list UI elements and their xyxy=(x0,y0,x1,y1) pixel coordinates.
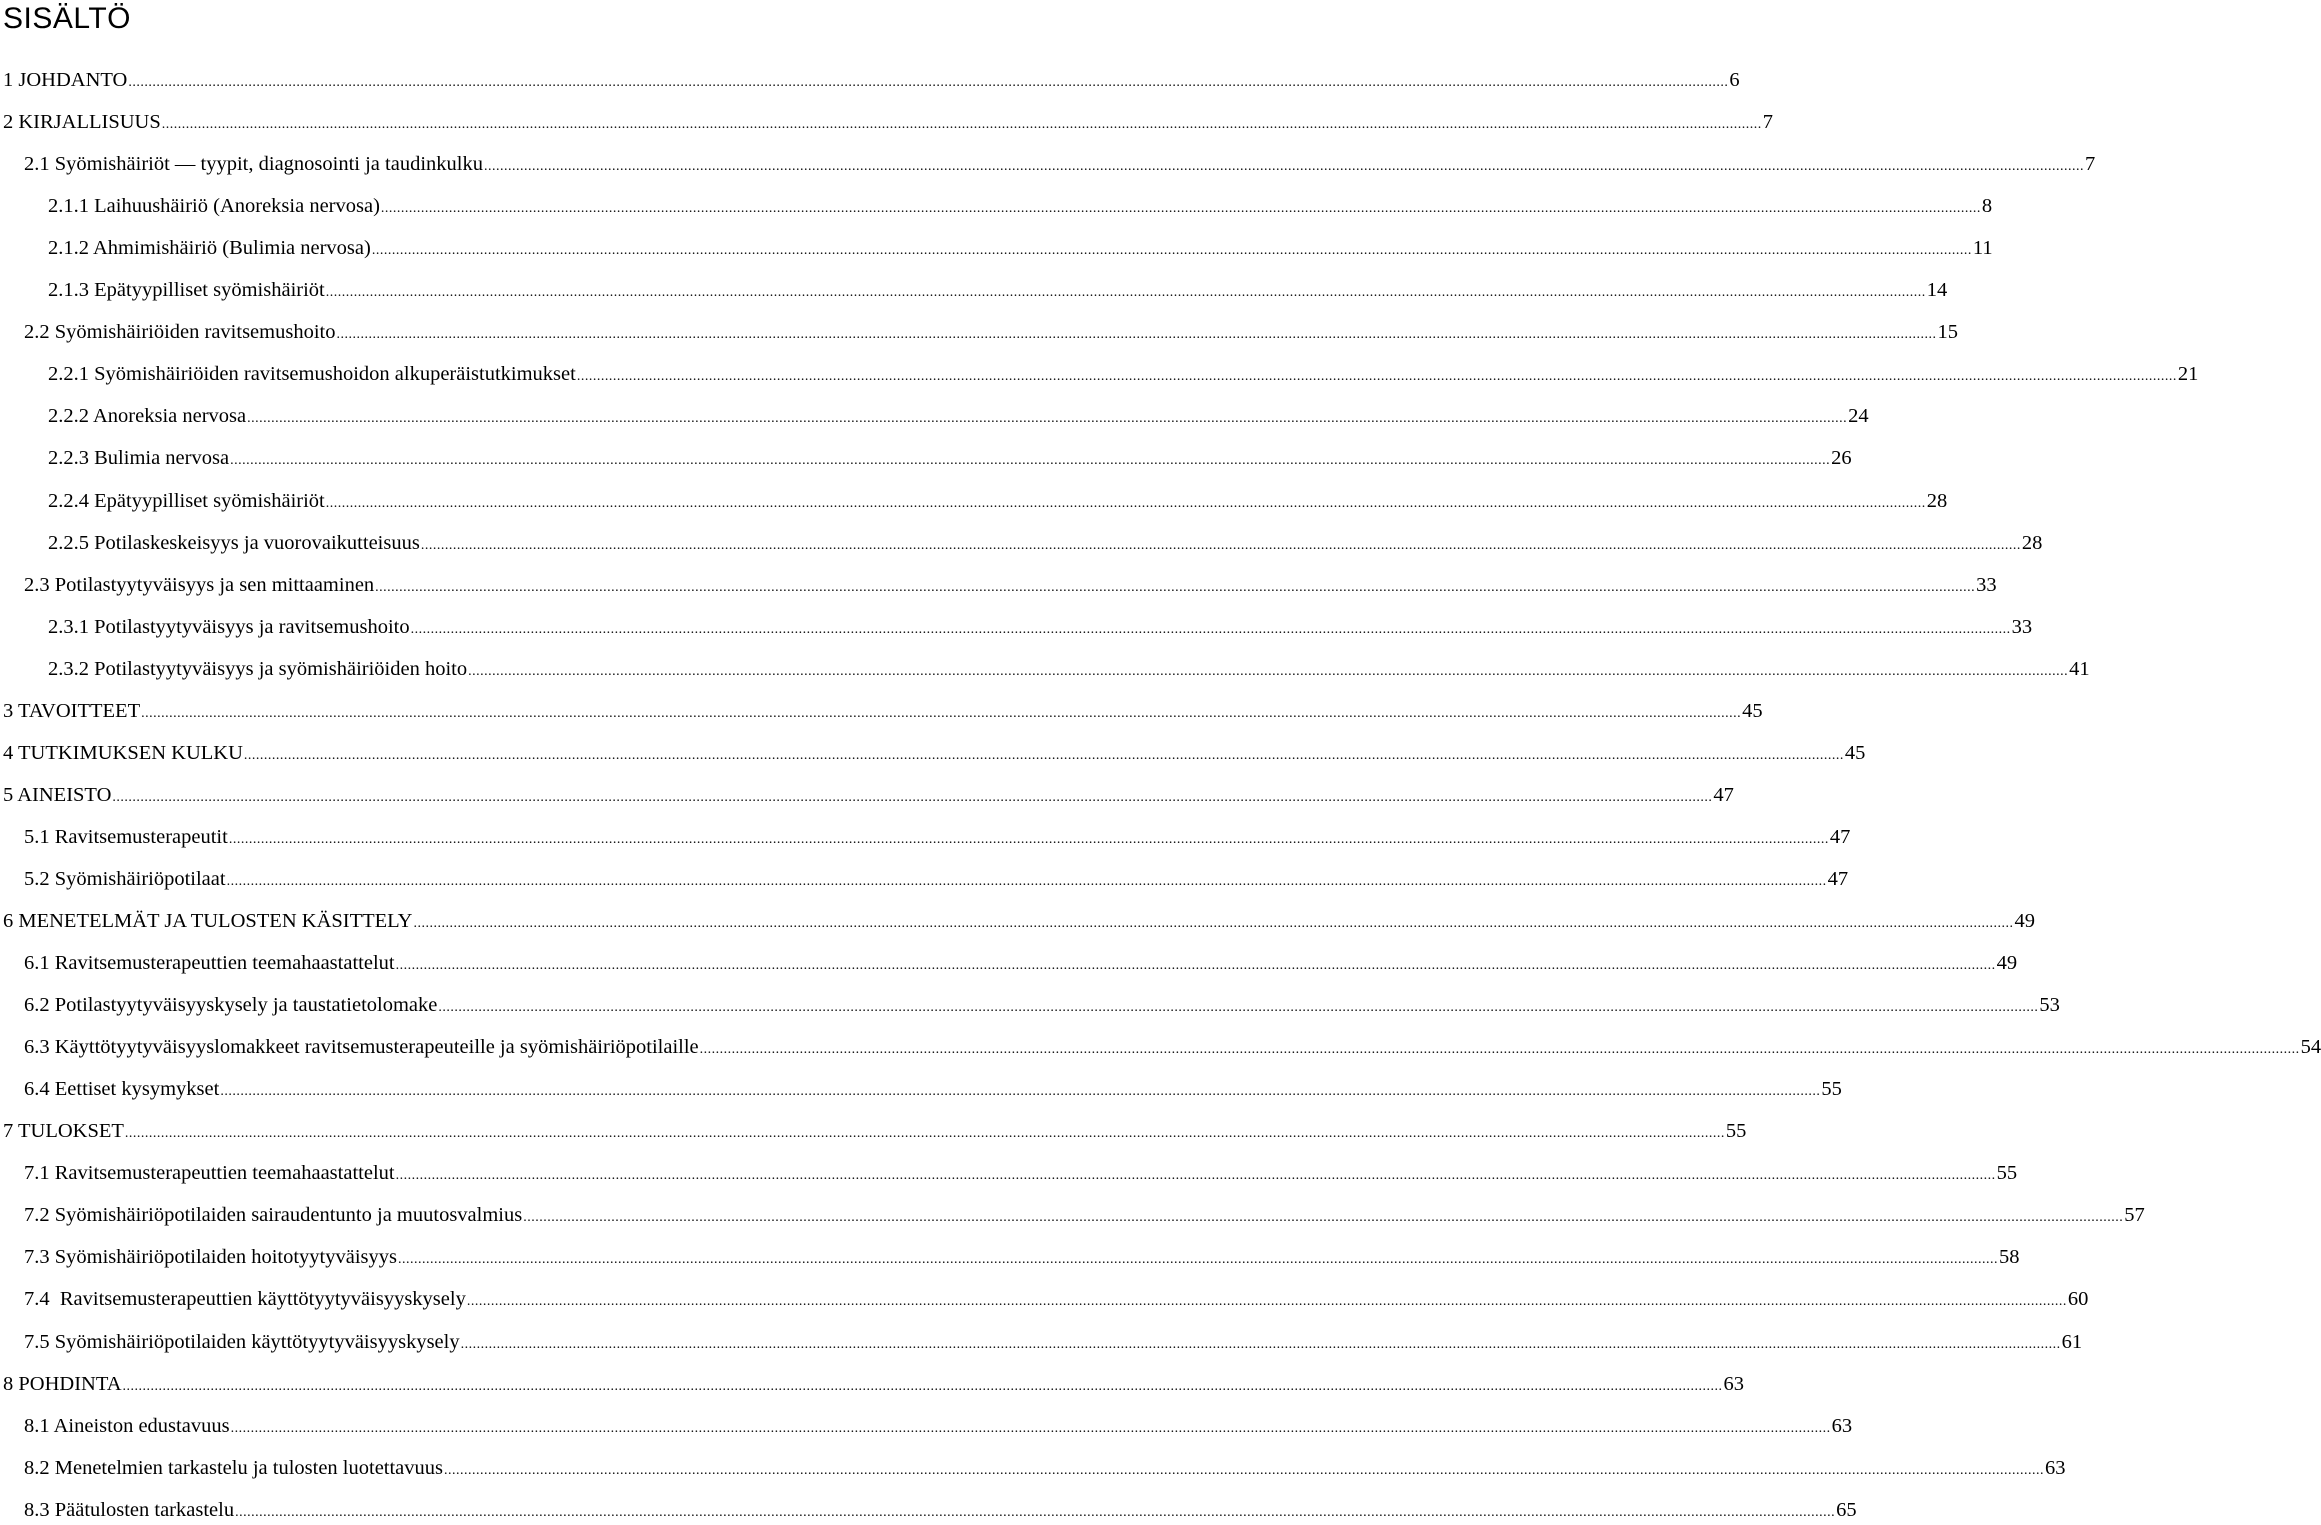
toc-dot-leader: ................................................................................................................................................................................................................................................................................................................................................................................................................ xyxy=(230,1421,1831,1436)
toc-entry[interactable] xyxy=(24,1414,1853,1438)
toc-page-number: 63 xyxy=(1723,1373,1745,1395)
toc-page-number: 55 xyxy=(1821,1078,1842,1100)
toc-entry[interactable] xyxy=(48,362,2199,386)
toc-page-number: 26 xyxy=(1831,447,1852,469)
toc-dot-leader: ................................................................................................................................................................................................................................................................................................................................................................................................................ xyxy=(420,538,2021,553)
toc-entry-label: 2.3.1 Potilastyytyväisyys ja ravitsemushoito xyxy=(48,616,410,638)
toc-entry[interactable] xyxy=(24,1077,1842,1101)
toc-dot-leader: ................................................................................................................................................................................................................................................................................................................................................................................................................ xyxy=(247,411,1848,426)
toc-page-number: 61 xyxy=(2061,1331,2083,1353)
toc-page-number: 47 xyxy=(1829,826,1851,848)
toc-page-number: 7 xyxy=(2084,153,2096,175)
toc-entry[interactable] xyxy=(24,1330,2083,1354)
toc-dot-leader: ................................................................................................................................................................................................................................................................................................................................................................................................................ xyxy=(460,1337,2061,1352)
toc-entry[interactable] xyxy=(3,699,1763,723)
toc-entry-label: 5.2 Syömishäiriöpotilaat xyxy=(24,868,226,890)
toc-entry[interactable] xyxy=(48,615,2033,639)
toc-entry-label: 2.2.3 Bulimia nervosa xyxy=(48,447,230,469)
toc-entry[interactable] xyxy=(24,867,1849,891)
toc-entry-label: 7.2 Syömishäiriöpotilaiden sairaudentunto ja muutosvalmius xyxy=(24,1204,523,1226)
toc-page-number: 33 xyxy=(2011,616,2033,638)
toc-page-number: 28 xyxy=(1926,490,1948,512)
toc-dot-leader: ................................................................................................................................................................................................................................................................................................................................................................................................................ xyxy=(444,1463,2045,1478)
toc-entry[interactable] xyxy=(48,236,1993,260)
toc-page-number: 21 xyxy=(2177,363,2199,385)
toc-entry[interactable] xyxy=(24,951,2018,975)
toc-dot-leader: ................................................................................................................................................................................................................................................................................................................................................................................................................ xyxy=(380,201,1981,216)
toc-entry-label: 5.1 Ravitsemusterapeutit xyxy=(24,826,228,848)
toc-entry[interactable] xyxy=(3,110,1773,134)
toc-dot-leader: ................................................................................................................................................................................................................................................................................................................................................................................................................ xyxy=(220,1084,1821,1099)
toc-dot-leader: ................................................................................................................................................................................................................................................................................................................................................................................................................ xyxy=(523,1210,2124,1225)
toc-page-number: 33 xyxy=(1976,574,1997,596)
toc-dot-leader: ................................................................................................................................................................................................................................................................................................................................................................................................................ xyxy=(468,664,2069,679)
toc-page-number: 41 xyxy=(2069,658,2090,680)
toc-dot-leader: ................................................................................................................................................................................................................................................................................................................................................................................................................ xyxy=(128,75,1729,90)
toc-entry-label: 6.3 Käyttötyytyväisyyslomakkeet ravitsemusterapeuteille ja syömishäiriöpotilaille xyxy=(24,1036,699,1058)
toc-page-number: 60 xyxy=(2067,1288,2089,1310)
toc-dot-leader: ................................................................................................................................................................................................................................................................................................................................................................................................................ xyxy=(235,1505,1836,1520)
toc-page-number: 45 xyxy=(1844,742,1866,764)
toc-entry[interactable] xyxy=(24,1203,2145,1227)
toc-dot-leader: ................................................................................................................................................................................................................................................................................................................................................................................................................ xyxy=(410,622,2011,637)
toc-page-number: 24 xyxy=(1848,405,1869,427)
toc-dot-leader: ................................................................................................................................................................................................................................................................................................................................................................................................................ xyxy=(325,285,1926,300)
toc-entry-label: 6.2 Potilastyytyväisyyskysely ja taustatietolomake xyxy=(24,994,438,1016)
toc-dot-leader: ................................................................................................................................................................................................................................................................................................................................................................................................................ xyxy=(699,1042,2300,1057)
toc-entry-label: 2.2.2 Anoreksia nervosa xyxy=(48,405,247,427)
toc-page-number: 63 xyxy=(1831,1415,1853,1437)
toc-entry[interactable] xyxy=(48,531,2043,555)
toc-page-number: 63 xyxy=(2045,1457,2066,1479)
toc-entry[interactable] xyxy=(24,1498,1857,1522)
page-title: SISÄLTÖ xyxy=(3,2,131,35)
toc-entry-label: 7.4 Ravitsemusterapeuttien käyttötyytyväisyyskysely xyxy=(24,1288,466,1310)
toc-dot-leader: ................................................................................................................................................................................................................................................................................................................................................................................................................ xyxy=(243,748,1844,763)
toc-entry[interactable] xyxy=(3,1119,1747,1143)
toc-entry-label: 6.1 Ravitsemusterapeuttien teemahaastattelut xyxy=(24,952,395,974)
toc-dot-leader: ................................................................................................................................................................................................................................................................................................................................................................................................................ xyxy=(226,874,1827,889)
toc-dot-leader: ................................................................................................................................................................................................................................................................................................................................................................................................................ xyxy=(336,327,1937,342)
toc-entry[interactable] xyxy=(24,1245,2020,1269)
toc-page-number: 49 xyxy=(2014,910,2035,932)
toc-entry-label: 8.1 Aineiston edustavuus xyxy=(24,1415,230,1437)
toc-dot-leader: ................................................................................................................................................................................................................................................................................................................................................................................................................ xyxy=(397,1252,1998,1267)
toc-page-number: 45 xyxy=(1742,700,1763,722)
toc-dot-leader: ................................................................................................................................................................................................................................................................................................................................................................................................................ xyxy=(161,117,1762,132)
toc-page-number: 6 xyxy=(1729,69,1740,91)
toc-page-number: 54 xyxy=(2300,1036,2321,1058)
toc-page-number: 55 xyxy=(1725,1120,1747,1142)
toc-entry-label: 7.3 Syömishäiriöpotilaiden hoitotyytyväisyys xyxy=(24,1246,397,1268)
toc-entry[interactable] xyxy=(24,993,2060,1017)
toc-dot-leader: ................................................................................................................................................................................................................................................................................................................................................................................................................ xyxy=(124,1126,1725,1141)
toc-dot-leader: ................................................................................................................................................................................................................................................................................................................................................................................................................ xyxy=(483,159,2084,174)
toc-page-number: 53 xyxy=(2039,994,2060,1016)
toc-entry-label: 8 POHDINTA xyxy=(3,1373,122,1395)
toc-entry-label: 2.1.2 Ahmimishäiriö (Bulimia nervosa) xyxy=(48,237,371,259)
toc-entry[interactable] xyxy=(3,909,2035,933)
toc-entry-label: 8.2 Menetelmien tarkastelu ja tulosten luotettavuus xyxy=(24,1457,444,1479)
toc-entry[interactable] xyxy=(48,404,1869,428)
toc-dot-leader: ................................................................................................................................................................................................................................................................................................................................................................................................................ xyxy=(395,958,1996,973)
toc-entry-label: 2.1.1 Laihuushäiriö (Anoreksia nervosa) xyxy=(48,195,380,217)
toc-entry-label: 1 JOHDANTO xyxy=(3,69,128,91)
toc-page-number: 14 xyxy=(1926,279,1948,301)
toc-entry[interactable] xyxy=(48,446,1852,470)
toc-page-number: 49 xyxy=(1996,952,2018,974)
toc-entry-label: 6.4 Eettiset kysymykset xyxy=(24,1078,220,1100)
toc-entry-label: 2 KIRJALLISUUS xyxy=(3,111,161,133)
toc-entry-label: 5 AINEISTO xyxy=(3,784,112,806)
toc-page-number: 57 xyxy=(2124,1204,2145,1226)
toc-entry[interactable] xyxy=(3,1372,1745,1396)
toc-page-number: 28 xyxy=(2021,532,2043,554)
toc-entry[interactable] xyxy=(24,1456,2066,1480)
toc-dot-leader: ................................................................................................................................................................................................................................................................................................................................................................................................................ xyxy=(395,1168,1996,1183)
toc-dot-leader: ................................................................................................................................................................................................................................................................................................................................................................................................................ xyxy=(325,496,1926,511)
toc-entry-label: 6 MENETELMÄT JA TULOSTEN KÄSITTELY xyxy=(3,910,413,932)
toc-entry[interactable] xyxy=(24,573,1997,597)
toc-entry-label: 7.5 Syömishäiriöpotilaiden käyttötyytyväisyyskysely xyxy=(24,1331,460,1353)
toc-dot-leader: ................................................................................................................................................................................................................................................................................................................................................................................................................ xyxy=(413,916,2014,931)
toc-dot-leader: ................................................................................................................................................................................................................................................................................................................................................................................................................ xyxy=(375,580,1976,595)
toc-entry-label: 2.2 Syömishäiriöiden ravitsemushoito xyxy=(24,321,336,343)
toc-entry-label: 7.1 Ravitsemusterapeuttien teemahaastattelut xyxy=(24,1162,395,1184)
toc-page-number: 65 xyxy=(1836,1499,1857,1521)
toc-page-number: 58 xyxy=(1998,1246,2020,1268)
toc-entry-label: 8.3 Päätulosten tarkastelu xyxy=(24,1499,235,1521)
toc-page-number: 55 xyxy=(1996,1162,2018,1184)
toc-entry[interactable] xyxy=(3,68,1740,92)
toc-page-number: 7 xyxy=(1762,111,1773,133)
toc-entry-label: 2.1.3 Epätyypilliset syömishäiriöt xyxy=(48,279,325,301)
toc-entry-label: 7 TULOKSET xyxy=(3,1120,124,1142)
toc-dot-leader: ................................................................................................................................................................................................................................................................................................................................................................................................................ xyxy=(438,1000,2039,1015)
toc-dot-leader: ................................................................................................................................................................................................................................................................................................................................................................................................................ xyxy=(122,1379,1723,1394)
toc-entry[interactable] xyxy=(24,152,2096,176)
toc-entry[interactable] xyxy=(24,825,1851,849)
toc-entry[interactable] xyxy=(3,741,1866,765)
toc-entry[interactable] xyxy=(48,194,1993,218)
toc-entry-label: 2.1 Syömishäiriöt — tyypit, diagnosointi ja taudinkulku xyxy=(24,153,483,175)
toc-entry[interactable] xyxy=(24,1287,2089,1311)
toc-page-number: 11 xyxy=(1972,237,1993,259)
toc-page-number: 8 xyxy=(1981,195,1993,217)
toc-entry[interactable] xyxy=(3,783,1734,807)
toc-dot-leader: ................................................................................................................................................................................................................................................................................................................................................................................................................ xyxy=(576,369,2177,384)
toc-entry-label: 2.2.1 Syömishäiriöiden ravitsemushoidon alkuperäistutkimukset xyxy=(48,363,576,385)
toc-page-number: 47 xyxy=(1713,784,1734,806)
toc-entry-label: 2.2.5 Potilaskeskeisyys ja vuorovaikutteisuus xyxy=(48,532,420,554)
toc-page-number: 47 xyxy=(1827,868,1849,890)
toc-entry[interactable] xyxy=(48,489,1948,513)
toc-page-number: 15 xyxy=(1937,321,1958,343)
toc-dot-leader: ................................................................................................................................................................................................................................................................................................................................................................................................................ xyxy=(230,453,1831,468)
toc-dot-leader: ................................................................................................................................................................................................................................................................................................................................................................................................................ xyxy=(371,243,1972,258)
toc-dot-leader: ................................................................................................................................................................................................................................................................................................................................................................................................................ xyxy=(228,832,1829,847)
toc-entry-label: 4 TUTKIMUKSEN KULKU xyxy=(3,742,243,764)
toc-entry-label: 3 TAVOITTEET xyxy=(3,700,141,722)
toc-entry[interactable] xyxy=(24,1035,2321,1059)
toc-entry[interactable] xyxy=(48,278,1948,302)
toc-dot-leader: ................................................................................................................................................................................................................................................................................................................................................................................................................ xyxy=(141,706,1742,721)
toc-dot-leader: ................................................................................................................................................................................................................................................................................................................................................................................................................ xyxy=(112,790,1713,805)
toc-entry-label: 2.3.2 Potilastyytyväisyys ja syömishäiriöiden hoito xyxy=(48,658,468,680)
toc-entry-label: 2.3 Potilastyytyväisyys ja sen mittaaminen xyxy=(24,574,375,596)
toc-entry[interactable] xyxy=(24,1161,2018,1185)
toc-entry-label: 2.2.4 Epätyypilliset syömishäiriöt xyxy=(48,490,325,512)
toc-entry[interactable] xyxy=(48,657,2090,681)
toc-entry[interactable] xyxy=(24,320,1958,344)
toc-dot-leader: ................................................................................................................................................................................................................................................................................................................................................................................................................ xyxy=(466,1294,2067,1309)
